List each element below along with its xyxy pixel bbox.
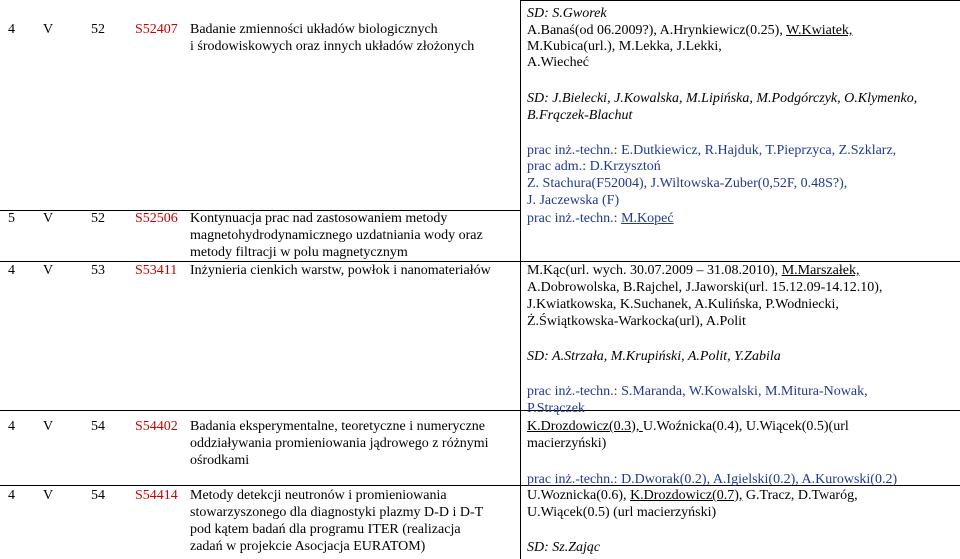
table-top-border (520, 0, 960, 1)
row-title-line: Badania eksperymentalne, teoretyczne i numeryczne (190, 419, 486, 434)
staff-line: macierzyński) (527, 436, 607, 451)
row-points: 53 (91, 263, 105, 278)
column-divider (520, 0, 521, 559)
row-title-line: magnetohydrodynamicznego uzdatniania wody oraz (190, 228, 483, 243)
row-code: S53411 (135, 263, 178, 278)
staff-tech: prac inż.-techn.: E.Dutkiewicz, R.Hajduk, T.Pieprzyca, Z.Szklarz, (527, 143, 897, 158)
staff-line: Ż.Świątkowska-Warkocka(url), A.Polit (527, 314, 746, 329)
staff-line: A.Banaś(od 06.2009?), A.Hrynkiewicz(0.25), W.Kwiatek, (527, 23, 853, 38)
staff-line: K.Drozdowicz(0.3), U.Woźnicka(0.4), U.Wiącek(0.5)(url (527, 419, 849, 434)
row-points: 54 (91, 419, 105, 434)
staff-sd: SD: A.Strzała, M.Krupiński, A.Polit, Y.Zabila (527, 349, 781, 364)
row-divider (0, 410, 960, 411)
row-title-line: oddziaływania promieniowania jądrowego z różnymi (190, 436, 489, 451)
staff-tech: prac inż.-techn.: M.Kopeć (527, 211, 674, 226)
row-type: V (43, 419, 54, 434)
staff-line: U.Wiącek(0.5) (url macierzyński) (527, 505, 717, 520)
row-points: 52 (91, 22, 105, 37)
row-number: 5 (8, 211, 15, 226)
staff-line: A.Wiecheć (527, 55, 590, 70)
row-title-line: metody filtracji w polu magnetycznym (190, 245, 408, 260)
row-title-line: ośrodkami (190, 453, 250, 468)
row-title-line: Badanie zmienności układów biologicznych (190, 22, 438, 37)
row-points: 54 (91, 488, 105, 503)
row-code: S52407 (135, 22, 178, 37)
row-code: S54402 (135, 419, 178, 434)
row-number: 4 (8, 419, 15, 434)
staff-sd: SD: J.Bielecki, J.Kowalska, M.Lipińska, M.Podgórczyk, O.Klymenko, (527, 91, 918, 106)
staff-admin: prac adm.: D.Krzysztoń (527, 159, 661, 174)
row-points: 52 (91, 211, 105, 226)
staff-line: M.Kąc(url. wych. 30.07.2009 – 31.08.2010), M.Marszałek, (527, 263, 860, 278)
row-title-line: Kontynuacja prac nad zastosowaniem metody (190, 211, 448, 226)
staff-sd: B.Frączek-Blachut (527, 108, 633, 123)
row-title-line: Metody detekcji neutronów i promieniowania (190, 488, 447, 503)
row-number: 4 (8, 488, 15, 503)
row-title-line: stowarzyszonego dla diagnostyki plazmy D-D i D-T (190, 505, 484, 520)
row-type: V (43, 263, 54, 278)
staff-sd: SD: Sz.Zając (527, 540, 601, 555)
row-title-line: zadań w projekcie Asocjacja EURATOM) (190, 539, 426, 554)
row-type: V (43, 488, 54, 503)
row-number: 4 (8, 22, 15, 37)
staff-tech: prac inż.-techn.: S.Maranda, W.Kowalski, M.Mitura-Nowak, (527, 384, 868, 399)
row-title-line: i środowiskowych oraz innych układów złożonych (190, 39, 475, 54)
row-number: 4 (8, 263, 15, 278)
staff-sd: SD: S.Gworek (527, 6, 607, 21)
row-type: V (43, 211, 54, 226)
row-title-line: pod kątem badań dla programu ITER (realizacja (190, 522, 461, 537)
staff-line: P.Strączek (527, 401, 585, 416)
staff-tech: prac inż.-techn.: D.Dworak(0.2), A.Igielski(0.2), A.Kurowski(0.2) (527, 472, 898, 487)
staff-line: J.Kwiatkowska, K.Suchanek, A.Kulińska, P.Wodniecki, (527, 297, 839, 312)
row-type: V (43, 22, 54, 37)
staff-line: U.Woznicka(0.6), K.Drozdowicz(0.7), G.Tracz, D.Twaróg, (527, 488, 858, 503)
row-code: S52506 (135, 211, 178, 226)
staff-line: A.Dobrowolska, B.Rajchel, J.Jaworski(url. 15.12.09-14.12.10), (527, 280, 883, 295)
staff-line: M.Kubica(url.), M.Lekka, J.Lekki, (527, 39, 722, 54)
staff-line: J. Jaczewska (F) (527, 193, 620, 208)
staff-line: Z. Stachura(F52004), J.Wiltowska-Zuber(0,52F, 0.48S?), (527, 176, 848, 191)
row-code: S54414 (135, 488, 178, 503)
row-title-line: Inżynieria cienkich warstw, powłok i nanomateriałów (190, 263, 491, 278)
row-divider (0, 261, 960, 262)
